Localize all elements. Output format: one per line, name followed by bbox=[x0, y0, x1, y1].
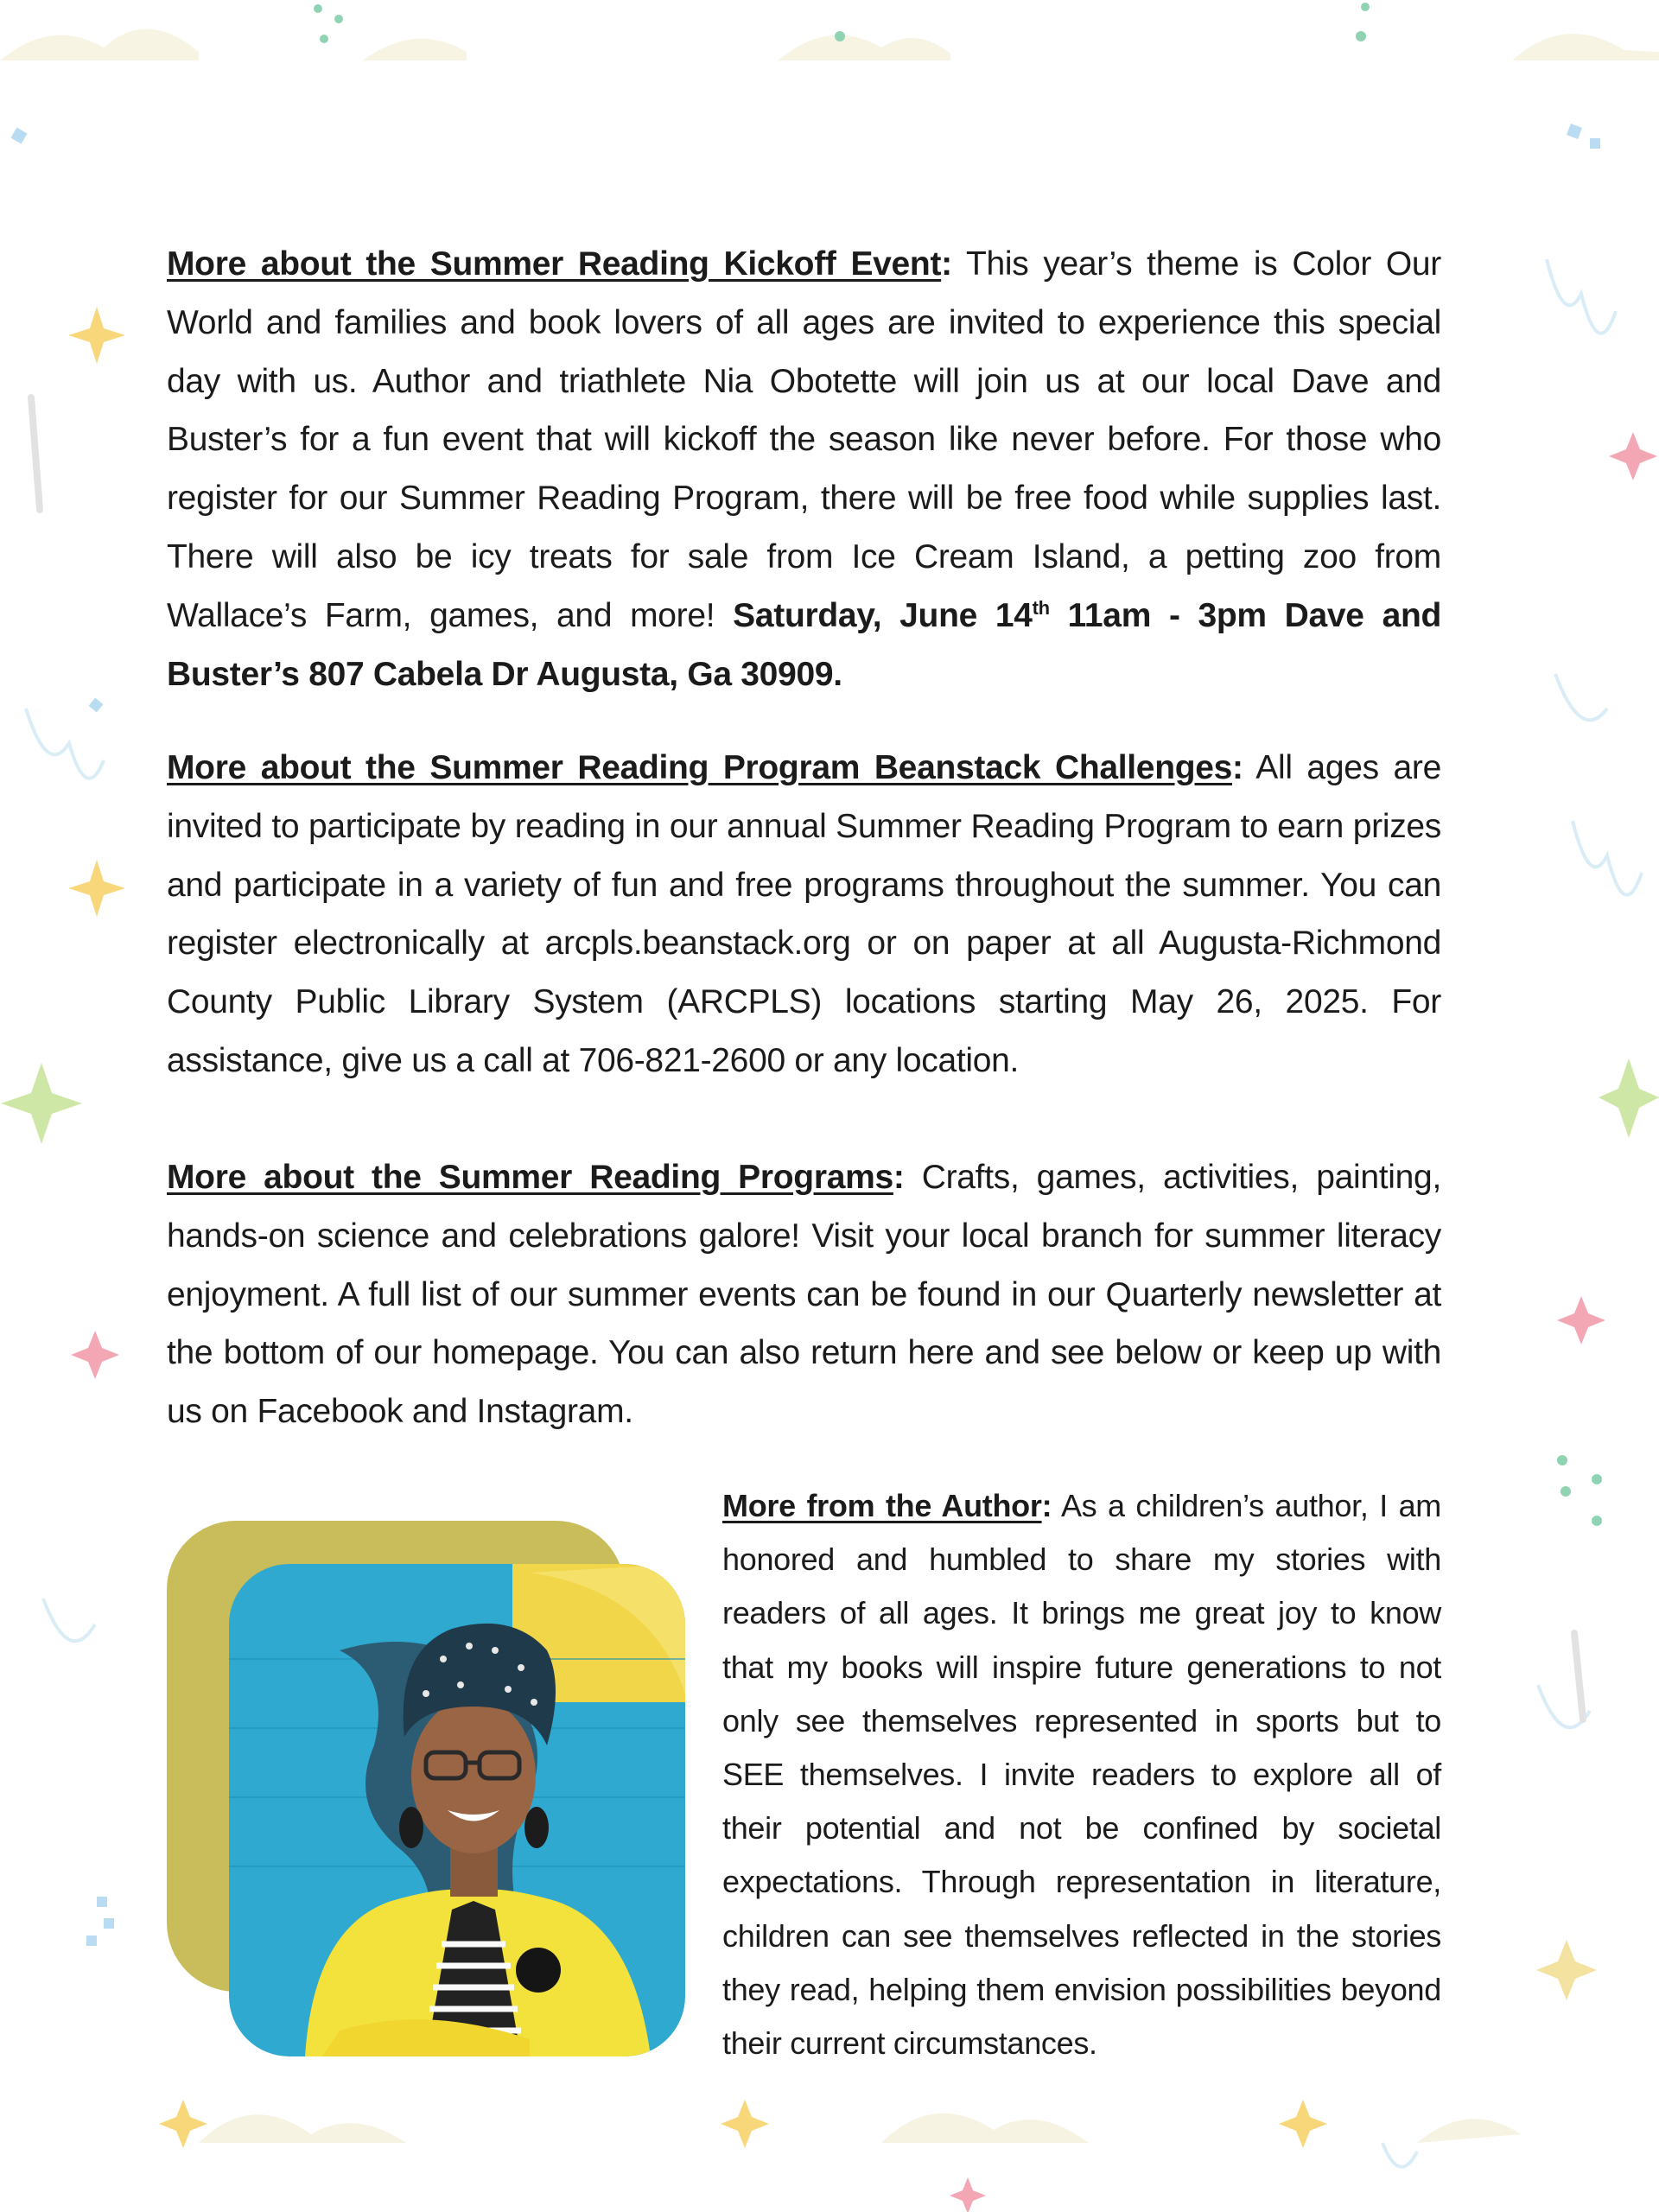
author-photo bbox=[167, 1521, 685, 2056]
flower-brooch bbox=[516, 1948, 561, 1993]
kickoff-date-suffix: th bbox=[1032, 596, 1050, 619]
top-border-shapes bbox=[0, 29, 1659, 60]
programs-heading-colon: : bbox=[893, 1159, 905, 1196]
beanstack-body: All ages are invited to participate by reading in our annual Summer Reading Program to earn prizes and participate in a variety of fun and free programs throughout the summer. You can register electronically at arcpls.beanstack.org or on paper at all Augusta-Richmond County Public Library System (ARCPLS) locations starting May 26, 2025. For assistance, give us a call at 706-821-2600 or any location. bbox=[167, 749, 1441, 1079]
kickoff-heading: More about the Summer Reading Kickoff Event bbox=[167, 245, 942, 283]
programs-paragraph bbox=[167, 1148, 1441, 1441]
beanstack-heading-colon: : bbox=[1232, 749, 1243, 786]
author-heading-colon: : bbox=[1041, 1488, 1052, 1523]
beanstack-paragraph bbox=[167, 739, 1441, 1090]
kickoff-paragraph bbox=[167, 235, 1441, 703]
beanstack-heading: More about the Summer Reading Program Beanstack Challenges bbox=[167, 749, 1233, 786]
kickoff-event-date: Saturday, June 14 bbox=[733, 596, 1033, 634]
author-paragraph bbox=[722, 1479, 1441, 2070]
kickoff-body: This year’s theme is Color Our World and families and book lovers of all ages are invited to experience this special day with us. Author and triathlete Nia Obotette will join us at our local Dave and Buster’s for a fun event that will kickoff the season like never before. For those who register for our Summer Reading Program, there will be free food while supplies last. There will also be icy treats for sale from Ice Cream Island, a petting zoo from Wallace’s Farm, games, and more! bbox=[167, 245, 1441, 634]
bottom-border-shapes bbox=[199, 2113, 1521, 2143]
programs-body: Crafts, games, activities, painting, hands-on science and celebrations galore! Visit your local branch for summer literacy enjoyment. A full list of our summer events can be found in our Quarterly newsletter at the bottom of our homepage. You can also return here and see below or keep up with us on Facebook and Instagram. bbox=[167, 1159, 1441, 1431]
author-heading: More from the Author bbox=[722, 1488, 1042, 1523]
kickoff-event-details: 11am - 3pm Dave and Buster’s 807 Cabela Dr Augusta, Ga 30909. bbox=[167, 596, 1441, 693]
author-body: As a children’s author, I am honored and humbled to share my stories with readers of all ages. It brings me great joy to know that my books will inspire future generations to not only see themselves represented in sports but to SEE themselves. I invite readers to explore all of their potential and not be confined by societal expectations. Through representation in literature, children can see themselves reflected in the stories they read, helping them envision possibilities beyond their current circumstances. bbox=[722, 1488, 1441, 2062]
green-dots bbox=[1557, 1455, 1602, 1526]
programs-heading: More about the Summer Reading Programs bbox=[167, 1159, 893, 1196]
top-dots bbox=[314, 3, 1370, 43]
kickoff-heading-colon: : bbox=[941, 245, 952, 283]
